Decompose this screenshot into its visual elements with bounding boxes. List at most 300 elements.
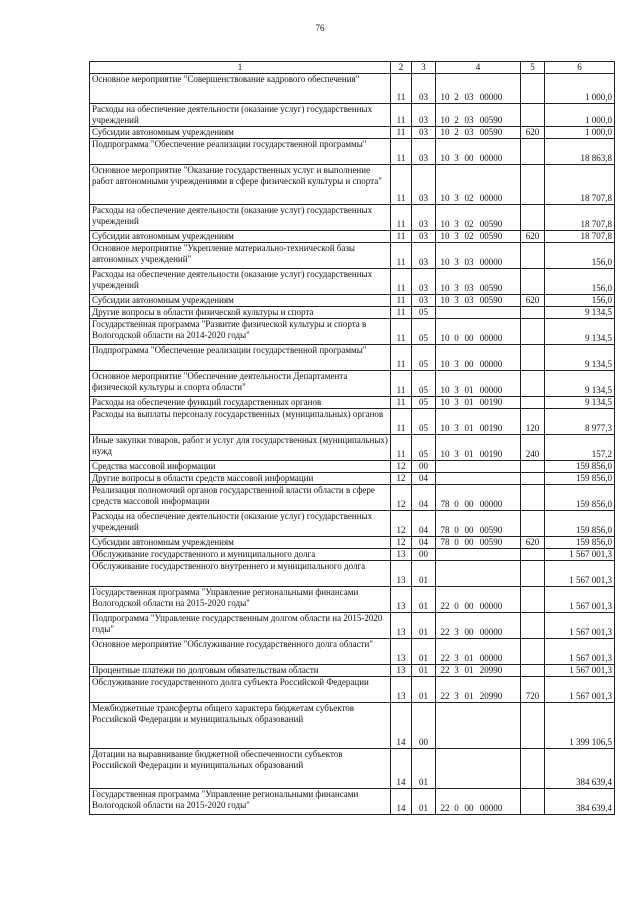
target-article-part: 10 [440, 333, 450, 343]
target-article-part: 00590 [479, 537, 503, 547]
amount: 9 134,5 [545, 397, 615, 409]
expense-type-code [521, 665, 545, 677]
section-code: 11 [391, 345, 412, 371]
header-col-2: 2 [391, 62, 412, 74]
expense-type-code [521, 703, 545, 749]
row-name: Субсидии автономным учреждениям [92, 127, 234, 137]
target-article-code [436, 371, 521, 397]
table-row [90, 665, 615, 677]
header-row [90, 62, 615, 74]
subsection-code: 04 [412, 537, 436, 549]
target-article-part: 03 [464, 115, 474, 125]
expense-type-code [521, 549, 545, 561]
target-article-part: 10 [440, 231, 450, 241]
subsection-code: 01 [412, 587, 436, 613]
section-code: 11 [391, 243, 412, 269]
section-code: 12 [391, 461, 412, 473]
expense-type-code [521, 461, 545, 473]
target-article-part: 10 [440, 423, 450, 433]
row-name-cell [90, 435, 391, 461]
amount: 156,0 [545, 295, 615, 307]
table-row [90, 789, 615, 815]
target-article-part: 02 [464, 231, 474, 241]
target-article-part: 0 [454, 525, 459, 535]
expense-type-code [521, 139, 545, 165]
amount: 9 134,5 [545, 319, 615, 345]
target-article-part: 00000 [479, 385, 503, 395]
table-row [90, 165, 615, 205]
section-code: 11 [391, 397, 412, 409]
target-article-part: 10 [440, 153, 450, 163]
section-code: 13 [391, 613, 412, 639]
header-col-3: 3 [412, 62, 436, 74]
row-name-cell [90, 371, 391, 397]
row-name: Расходы на обеспечение деятельности (оказание услуг) государственных учреждений [92, 104, 373, 125]
target-article-part: 10 [440, 295, 450, 305]
target-article-code [436, 295, 521, 307]
target-article-code [436, 461, 521, 473]
table-row [90, 74, 615, 104]
target-article-code [436, 205, 521, 231]
section-code: 11 [391, 104, 412, 127]
row-name-cell [90, 231, 391, 243]
table-row [90, 397, 615, 409]
row-name-cell [90, 537, 391, 549]
target-article-part: 3 [454, 295, 459, 305]
expense-type-code: 120 [521, 409, 545, 435]
table-row [90, 485, 615, 511]
target-article-part: 00000 [479, 653, 503, 663]
row-name-cell [90, 243, 391, 269]
amount: 159 856,0 [545, 485, 615, 511]
expense-type-code [521, 789, 545, 815]
amount: 1 000,0 [545, 104, 615, 127]
subsection-code: 05 [412, 371, 436, 397]
target-article-part: 00590 [479, 295, 503, 305]
row-name: Государственная программа "Развитие физической культуры и спорта в Вологодской области на 2014-2020 годы" [92, 319, 367, 340]
target-article-part: 10 [440, 92, 450, 102]
expense-type-code: 720 [521, 677, 545, 703]
row-name: Основное мероприятие "Совершенствование кадрового обеспечения" [92, 74, 360, 84]
amount: 1 567 001,3 [545, 665, 615, 677]
target-article-part: 2 [454, 127, 459, 137]
subsection-code: 01 [412, 665, 436, 677]
subsection-code: 00 [412, 549, 436, 561]
row-name: Государственная программа "Управление региональными финансами Вологодской области на 2015-2020 годы" [92, 789, 359, 810]
table-row [90, 231, 615, 243]
target-article-part: 20990 [479, 665, 503, 675]
target-article-code [436, 269, 521, 295]
row-name: Субсидии автономным учреждениям [92, 295, 234, 305]
row-name: Расходы на обеспечение деятельности (оказание услуг) государственных учреждений [92, 269, 373, 290]
subsection-code: 05 [412, 345, 436, 371]
amount: 384 639,4 [545, 749, 615, 789]
subsection-code: 05 [412, 307, 436, 319]
target-article-part: 00 [464, 525, 474, 535]
expense-type-code [521, 269, 545, 295]
expense-type-code: 620 [521, 295, 545, 307]
section-code: 12 [391, 473, 412, 485]
target-article-code [436, 749, 521, 789]
expense-type-code [521, 205, 545, 231]
amount: 1 000,0 [545, 127, 615, 139]
table-row [90, 549, 615, 561]
subsection-code: 05 [412, 409, 436, 435]
row-name-cell [90, 461, 391, 473]
target-article-part: 0 [454, 601, 459, 611]
header-col-5: 5 [521, 62, 545, 74]
target-article-part: 3 [454, 653, 459, 663]
row-name: Основное мероприятие "Обеспечение деятельности Департамента физической культуры и спорта области" [92, 371, 348, 392]
row-name-cell [90, 205, 391, 231]
expense-type-code [521, 511, 545, 537]
target-article-part: 00 [464, 333, 474, 343]
section-code: 12 [391, 485, 412, 511]
amount: 384 639,4 [545, 789, 615, 815]
row-name: Основное мероприятие "Укрепление материально-технической базы автономных учреждений" [92, 243, 355, 264]
target-article-part: 3 [454, 153, 459, 163]
table-row [90, 345, 615, 371]
section-code: 11 [391, 409, 412, 435]
target-article-part: 22 [440, 803, 450, 813]
target-article-code [436, 665, 521, 677]
target-article-part: 00590 [479, 283, 503, 293]
section-code: 11 [391, 319, 412, 345]
row-name-cell [90, 665, 391, 677]
target-article-part: 10 [440, 219, 450, 229]
target-article-part: 03 [464, 257, 474, 267]
target-article-code [436, 677, 521, 703]
target-article-part: 00590 [479, 115, 503, 125]
target-article-part: 22 [440, 665, 450, 675]
amount: 1 000,0 [545, 74, 615, 104]
target-article-code [436, 549, 521, 561]
target-article-part: 10 [440, 115, 450, 125]
header-col-1: 1 [90, 62, 391, 74]
target-article-part: 3 [454, 193, 459, 203]
amount: 18 707,8 [545, 165, 615, 205]
target-article-part: 78 [440, 537, 450, 547]
expense-type-code [521, 345, 545, 371]
row-name: Расходы на обеспечение деятельности (оказание услуг) государственных учреждений [92, 205, 373, 226]
target-article-code [436, 397, 521, 409]
section-code: 14 [391, 703, 412, 749]
section-code: 11 [391, 435, 412, 461]
row-name: Другие вопросы в области средств массовой информации [92, 473, 314, 483]
subsection-code: 01 [412, 639, 436, 665]
target-article-part: 0 [454, 499, 459, 509]
row-name: Подпрограмма "Обеспечение реализации государственной программы" [92, 139, 367, 149]
target-article-part: 0 [454, 803, 459, 813]
row-name-cell [90, 511, 391, 537]
subsection-code: 03 [412, 269, 436, 295]
amount: 8 977,3 [545, 409, 615, 435]
target-article-part: 01 [464, 691, 474, 701]
target-article-part: 22 [440, 653, 450, 663]
target-article-part: 10 [440, 385, 450, 395]
row-name: Межбюджетные трансферты общего характера бюджетам субъектов Российской Федерации и муниципальных образований [92, 703, 355, 724]
target-article-part: 00190 [479, 449, 503, 459]
amount: 1 567 001,3 [545, 613, 615, 639]
row-name: Основное мероприятие "Оказание государственных услуг и выполнение работ автономными учреждениями в сфере физической культуры и спорта" [92, 165, 382, 186]
row-name-cell [90, 319, 391, 345]
target-article-part: 00590 [479, 127, 503, 137]
row-name-cell [90, 639, 391, 665]
expense-type-code [521, 319, 545, 345]
target-article-part: 3 [454, 385, 459, 395]
section-code: 13 [391, 587, 412, 613]
target-article-part: 0 [454, 537, 459, 547]
table-row [90, 409, 615, 435]
target-article-part: 20990 [479, 691, 503, 701]
subsection-code: 03 [412, 165, 436, 205]
target-article-part: 00000 [479, 193, 503, 203]
amount: 9 134,5 [545, 371, 615, 397]
table-row [90, 435, 615, 461]
target-article-part: 02 [464, 193, 474, 203]
target-article-code [436, 537, 521, 549]
target-article-code [436, 789, 521, 815]
target-article-part: 01 [464, 397, 474, 407]
amount: 159 856,0 [545, 537, 615, 549]
subsection-code: 01 [412, 677, 436, 703]
amount: 1 567 001,3 [545, 587, 615, 613]
target-article-part: 00590 [479, 219, 503, 229]
target-article-part: 3 [454, 231, 459, 241]
target-article-part: 3 [454, 359, 459, 369]
target-article-part: 10 [440, 127, 450, 137]
table-row [90, 269, 615, 295]
expense-type-code [521, 104, 545, 127]
header-col-4: 4 [436, 62, 521, 74]
amount: 9 134,5 [545, 307, 615, 319]
expense-type-code [521, 473, 545, 485]
section-code: 13 [391, 561, 412, 587]
table-row [90, 127, 615, 139]
target-article-code [436, 139, 521, 165]
target-article-part: 3 [454, 627, 459, 637]
target-article-part: 3 [454, 665, 459, 675]
expense-type-code [521, 749, 545, 789]
target-article-part: 2 [454, 92, 459, 102]
target-article-part: 00 [464, 153, 474, 163]
target-article-part: 00000 [479, 627, 503, 637]
subsection-code: 05 [412, 319, 436, 345]
target-article-code [436, 613, 521, 639]
amount: 18 707,8 [545, 205, 615, 231]
target-article-code [436, 307, 521, 319]
section-code: 11 [391, 269, 412, 295]
target-article-part: 3 [454, 397, 459, 407]
table-row [90, 139, 615, 165]
target-article-part: 22 [440, 691, 450, 701]
expense-type-code: 620 [521, 231, 545, 243]
target-article-part: 00 [464, 601, 474, 611]
target-article-part: 00000 [479, 601, 503, 611]
table-row [90, 243, 615, 269]
subsection-code: 03 [412, 104, 436, 127]
row-name: Подпрограмма "Управление государственным долгом области на 2015-2020 годы" [92, 613, 383, 634]
section-code: 14 [391, 749, 412, 789]
section-code: 11 [391, 74, 412, 104]
target-article-part: 10 [440, 257, 450, 267]
table-row [90, 703, 615, 749]
row-name-cell [90, 409, 391, 435]
row-name-cell [90, 473, 391, 485]
expense-type-code [521, 485, 545, 511]
target-article-part: 00000 [479, 333, 503, 343]
row-name: Иные закупки товаров, работ и услуг для государственных (муниципальных) нужд [92, 435, 388, 456]
target-article-code [436, 74, 521, 104]
expense-type-code [521, 639, 545, 665]
row-name-cell [90, 345, 391, 371]
row-name-cell [90, 587, 391, 613]
target-article-code [436, 485, 521, 511]
row-name: Дотации на выравнивание бюджетной обеспеченности субъектов Российской Федерации и муниципальных образований [92, 749, 343, 770]
target-article-part: 01 [464, 449, 474, 459]
expense-type-code: 240 [521, 435, 545, 461]
target-article-part: 3 [454, 691, 459, 701]
expense-type-code [521, 307, 545, 319]
amount: 156,0 [545, 269, 615, 295]
target-article-part: 00190 [479, 397, 503, 407]
section-code: 13 [391, 677, 412, 703]
table-row [90, 749, 615, 789]
target-article-part: 00190 [479, 423, 503, 433]
row-name: Процентные платежи по долговым обязательствам области [92, 665, 319, 675]
target-article-part: 3 [454, 449, 459, 459]
subsection-code: 01 [412, 789, 436, 815]
target-article-part: 78 [440, 525, 450, 535]
section-code: 11 [391, 295, 412, 307]
target-article-part: 22 [440, 601, 450, 611]
section-code: 11 [391, 371, 412, 397]
row-name-cell [90, 677, 391, 703]
target-article-part: 03 [464, 127, 474, 137]
target-article-part: 03 [464, 92, 474, 102]
target-article-code [436, 703, 521, 749]
section-code: 11 [391, 139, 412, 165]
target-article-part: 78 [440, 499, 450, 509]
section-code: 11 [391, 205, 412, 231]
subsection-code: 00 [412, 461, 436, 473]
table-row [90, 205, 615, 231]
table-row [90, 371, 615, 397]
target-article-code [436, 127, 521, 139]
expense-type-code [521, 587, 545, 613]
row-name: Расходы на обеспечение функций государственных органов [92, 397, 322, 407]
target-article-part: 10 [440, 449, 450, 459]
expense-type-code: 620 [521, 127, 545, 139]
row-name: Другие вопросы в области физической культуры и спорта [92, 307, 314, 317]
row-name-cell [90, 269, 391, 295]
expense-type-code [521, 74, 545, 104]
table-row [90, 104, 615, 127]
subsection-code: 05 [412, 397, 436, 409]
table-row [90, 473, 615, 485]
target-article-part: 10 [440, 193, 450, 203]
row-name: Подпрограмма "Обеспечение реализации государственной программы" [92, 345, 367, 355]
row-name-cell [90, 561, 391, 587]
target-article-code [436, 243, 521, 269]
subsection-code: 03 [412, 295, 436, 307]
section-code: 13 [391, 639, 412, 665]
target-article-part: 3 [454, 257, 459, 267]
subsection-code: 04 [412, 473, 436, 485]
target-article-code [436, 104, 521, 127]
row-name: Обслуживание государственного долга субъекта Российской Федерации [92, 677, 369, 687]
table-row [90, 295, 615, 307]
row-name-cell [90, 104, 391, 127]
target-article-part: 01 [464, 423, 474, 433]
target-article-part: 01 [464, 385, 474, 395]
subsection-code: 04 [412, 485, 436, 511]
amount: 1 567 001,3 [545, 677, 615, 703]
amount: 18 863,8 [545, 139, 615, 165]
target-article-part: 02 [464, 219, 474, 229]
target-article-part: 03 [464, 283, 474, 293]
expense-type-code [521, 243, 545, 269]
row-name-cell [90, 749, 391, 789]
target-article-part: 00000 [479, 803, 503, 813]
target-article-code [436, 409, 521, 435]
subsection-code: 03 [412, 139, 436, 165]
budget-table [89, 61, 615, 815]
page-number: 76 [315, 23, 325, 33]
subsection-code: 01 [412, 561, 436, 587]
table-row [90, 639, 615, 665]
row-name: Средства массовой информации [92, 461, 216, 471]
subsection-code: 00 [412, 703, 436, 749]
target-article-code [436, 319, 521, 345]
target-article-part: 03 [464, 295, 474, 305]
table-row [90, 587, 615, 613]
subsection-code: 01 [412, 749, 436, 789]
row-name: Обслуживание государственного внутреннего и муниципального долга [92, 561, 366, 571]
amount: 1 567 001,3 [545, 549, 615, 561]
amount: 1 567 001,3 [545, 561, 615, 587]
row-name-cell [90, 127, 391, 139]
subsection-code: 03 [412, 205, 436, 231]
target-article-code [436, 511, 521, 537]
row-name: Обслуживание государственного и муниципального долга [92, 549, 316, 559]
subsection-code: 03 [412, 231, 436, 243]
table-row [90, 677, 615, 703]
row-name: Основное мероприятие "Обслуживание государственного долга области" [92, 639, 374, 649]
row-name-cell [90, 789, 391, 815]
amount: 1 567 001,3 [545, 639, 615, 665]
subsection-code: 03 [412, 74, 436, 104]
target-article-part: 00000 [479, 499, 503, 509]
amount: 159 856,0 [545, 461, 615, 473]
expense-type-code [521, 371, 545, 397]
section-code: 11 [391, 231, 412, 243]
row-name-cell [90, 397, 391, 409]
amount: 9 134,5 [545, 345, 615, 371]
target-article-part: 00 [464, 803, 474, 813]
expense-type-code [521, 561, 545, 587]
amount: 18 707,8 [545, 231, 615, 243]
amount: 159 856,0 [545, 473, 615, 485]
target-article-part: 00000 [479, 257, 503, 267]
table-row [90, 537, 615, 549]
target-article-part: 00000 [479, 92, 503, 102]
target-article-part: 10 [440, 397, 450, 407]
target-article-code [436, 165, 521, 205]
target-article-part: 10 [440, 359, 450, 369]
target-article-part: 00 [464, 537, 474, 547]
row-name-cell [90, 307, 391, 319]
